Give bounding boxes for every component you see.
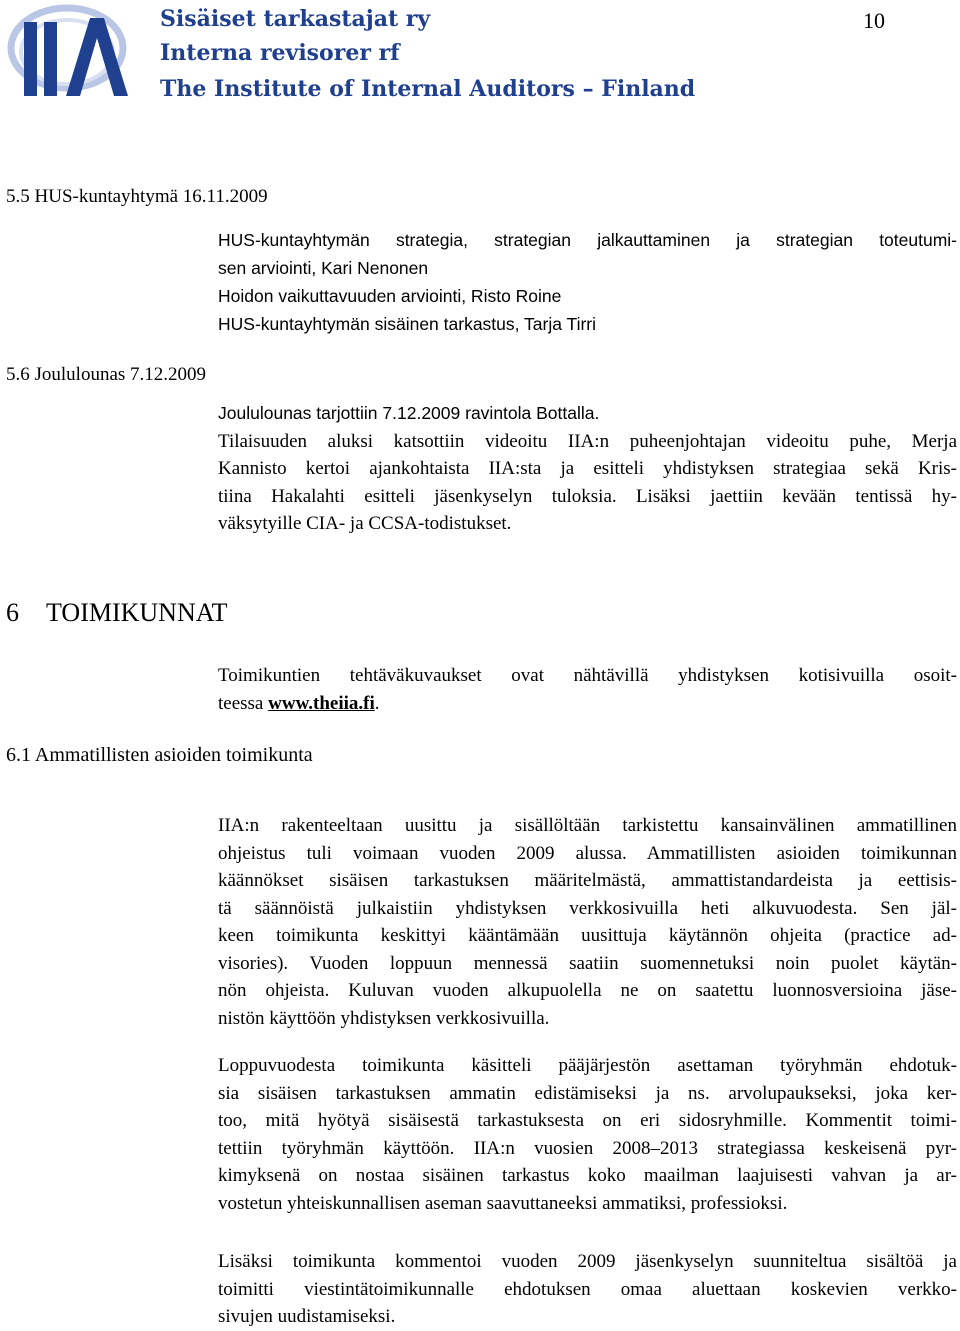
text-line: keen toimikunta keskittyi kääntämään uusittuja käytännön ohjeita (practice ad-: [218, 925, 957, 946]
text-line: tiina Hakalahti esitteli jäsenkyselyn tuloksia. Lisäksi jaettiin kevään tentissä hy-: [218, 485, 957, 507]
text-span: .: [374, 692, 380, 714]
page-number: 10: [863, 8, 885, 33]
section-5-5-body: [218, 226, 957, 338]
text-line: visories). Vuoden loppuun mennessä saatiin suomennetuksi noin puolet käytän-: [218, 952, 957, 974]
chapter-heading: [6, 598, 228, 628]
text-line: Tilaisuuden aluksi katsottiin videoitu IIA:n puheenjohtajan videoitu puhe, Merja: [218, 430, 957, 452]
text-line: väksytyille CIA- ja CCSA-todistukset.: [218, 513, 512, 534]
text-line: Hoidon vaikuttavuuden arviointi, Risto Roine: [218, 286, 562, 306]
iia-logo-icon: [6, 2, 128, 102]
text-line: ohjeistus tuli voimaan vuoden 2009 alussa. Ammatillisten asioiden toimikunnan: [218, 842, 957, 864]
website-link[interactable]: www.theiia.fi: [268, 692, 375, 714]
org-name-fi: Sisäiset tarkastajat ry: [160, 6, 431, 32]
text-line: Toimikuntien tehtäväkuvaukset ovat nähtävillä yhdistyksen kotisivuilla osoit-: [218, 665, 957, 686]
section-6-1-paragraph-2: [218, 1052, 957, 1217]
text-line: [218, 690, 957, 718]
text-line: HUS-kuntayhtymän strategia, strategian jalkauttaminen ja strategian toteutumi-: [218, 230, 957, 250]
section-5-6-body: [218, 400, 957, 538]
text-line: toimitti viestintätoimikunnalle ehdotuksen omaa aluettaan koskevien verkko-: [218, 1278, 957, 1300]
section-5-5-heading: 5.5 HUS-kuntayhtymä 16.11.2009: [6, 186, 268, 207]
text-line: too, mitä hyötyä sisäisestä tarkastuksesta on eri sidosryhmille. Kommentit toimi-: [218, 1110, 957, 1131]
chapter-number: 6: [6, 598, 19, 627]
text-line: sivujen uudistamiseksi.: [218, 1306, 396, 1327]
text-line: Lisäksi toimikunta kommentoi vuoden 2009 jäsenkyselyn suunniteltua sisältöä ja: [218, 1251, 957, 1272]
text-line: tä säännöistä julkaistiin yhdistyksen verkkosivuilla heti alkuvuodesta. Sen jäl-: [218, 897, 957, 919]
text-line: Kannisto kertoi ajankohtaista IIA:sta ja esitteli yhdistyksen strategiaa sekä Kris-: [218, 458, 957, 479]
org-name-en: The Institute of Internal Auditors – Finland: [160, 76, 696, 102]
text-line: vostetun yhteiskunnallisen aseman saavuttaneeksi ammatiksi, professioksi.: [218, 1192, 788, 1214]
section-6-1-heading: 6.1 Ammatillisten asioiden toimikunta: [6, 744, 313, 766]
text-line: HUS-kuntayhtymän sisäinen tarkastus, Tarja Tirri: [218, 314, 597, 334]
section-6-1-paragraph-3: [218, 1248, 957, 1331]
text-line: käännökset sisäisen tarkastuksen määritelmästä, ammattistandardeista ja eettisis-: [218, 870, 957, 891]
text-line: tettiin työryhmän käyttöön. IIA:n vuosien 2008–2013 strategiassa keskeisenä pyr-: [218, 1137, 957, 1159]
text-line: sen arviointi, Kari Nenonen: [218, 258, 429, 278]
text-line: Joululounas tarjottiin 7.12.2009 ravintola Bottalla.: [218, 403, 600, 423]
chapter-6-intro: [218, 662, 957, 717]
section-6-1-paragraph-1: [218, 812, 957, 1032]
section-5-6-heading: 5.6 Joululounas 7.12.2009: [6, 364, 207, 385]
text-line: IIA:n rakenteeltaan uusittu ja sisällöltään tarkistettu kansainvälinen ammatillinen: [218, 815, 957, 836]
text-line: Loppuvuodesta toimikunta käsitteli pääjärjestön asettaman työryhmän ehdotuk-: [218, 1055, 957, 1076]
text-line: kimyksenä on nostaa sisäinen tarkastus koko maailman laajuisesti vahvan ja ar-: [218, 1165, 957, 1186]
text-line: nistön käyttöön yhdistyksen verkkosivuilla.: [218, 1007, 550, 1029]
org-name-sv: Interna revisorer rf: [160, 40, 400, 66]
text-line: nön ohjeista. Kuluvan vuoden alkupuolella ne on saatettu luonnosversioina jäse-: [218, 980, 957, 1001]
chapter-title: TOIMIKUNNAT: [46, 598, 228, 627]
text-line: sia sisäisen tarkastuksen ammatin edistämiseksi ja ns. arvolupaukseksi, joka ker-: [218, 1082, 957, 1104]
text-span: teessa: [218, 692, 269, 714]
